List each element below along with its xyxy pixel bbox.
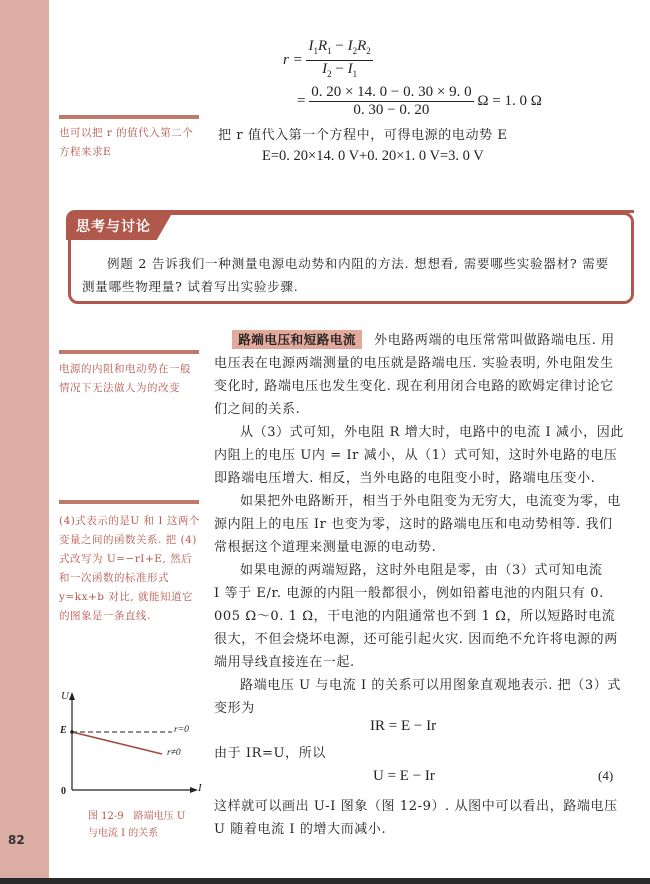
side-note-substitute: 也可以把 r 的值代入第二个方程来求E — [59, 127, 194, 158]
fraction-denominator: $I_2 - I_1$ — [322, 61, 358, 79]
page-number: 82 — [8, 833, 25, 847]
section-body — [214, 329, 624, 720]
figure-caption-line2: 与电流 I 的关系 — [88, 828, 159, 839]
paragraph: 如果把外电路断开，相当于外电阻变为无穷大，电流变为零，电源内阻上的电压 Ir 也变为零，这时的路端电压和电动势相等. 我们常根据这个道理来测量电源的电动势. — [214, 494, 621, 555]
emf-label: E — [60, 725, 67, 736]
fraction-denominator: 0. 30 − 0. 20 — [353, 102, 430, 118]
figure-u-i-graph — [52, 690, 202, 800]
paragraph: 从（3）式可知，外电阻 R 增大时，电路中的电流 I 减小，因此内阻上的电压 U内 = Ir 减小，从（1）式可知，这时外电路的电压即路端电压增大. 相反，当外电路的电阻变小时，路端电压变小. — [214, 425, 624, 486]
paragraph — [214, 329, 624, 421]
section-heading: 路端电压和短路电流 — [232, 330, 362, 349]
side-note-divider — [59, 115, 199, 119]
figure-caption-line1: 图 12-9 路端电压 U — [88, 811, 186, 822]
equation-ir: IR = E − Ir — [370, 718, 437, 734]
x-axis-label: I — [198, 782, 202, 794]
discussion-title: 思考与讨论 — [76, 219, 151, 235]
paragraph-text: 外电路两端的电压常常叫做路端电压. 用电压表在电源两端测量的电压就是路端电压. 实验表明, 外电阻发生变化时, 路端电压也发生变化. 现在利用闭合电路的欧姆定律讨论它们之间的关系. — [214, 333, 615, 417]
formula-calc — [297, 84, 542, 119]
formula-r-lhs: r = — [283, 51, 303, 68]
page-margin-strip — [0, 0, 49, 878]
emf-intro-text: 把 r 值代入第一个方程中，可得电源的电动势 E — [218, 128, 508, 143]
equation-number: (4) — [598, 768, 614, 783]
paragraph: 这样就可以画出 U-I 图象（图 12-9）. 从图中可以看出，路端电压 U 随着电流 I 的增大而减小. — [214, 799, 618, 837]
paragraph: 如果电源的两端短路，这时外电阻是零，由（3）式可知电流 — [240, 563, 603, 578]
discussion-box-top-rule — [150, 210, 634, 213]
equation-u: U = E − Ir — [373, 768, 435, 784]
y-axis-label: U — [61, 690, 69, 702]
section-body-continued — [214, 742, 624, 765]
page-bottom-edge — [0, 878, 650, 884]
figure-caption — [88, 808, 208, 842]
paragraph: 由于 IR=U，所以 — [214, 746, 326, 761]
formula-result: Ω = 1. 0 Ω — [477, 92, 542, 109]
fraction-numerator: $I_1R_1 - I_2R_2$ — [306, 38, 372, 61]
emf-intro — [218, 124, 628, 147]
formula-emf: E=0. 20×14. 0 V+0. 20×1. 0 V=3. 0 V — [262, 148, 484, 164]
side-note-internal-resistance: 电源的内阻和电动势在一般情况下无法做人为的改变 — [59, 363, 191, 394]
fraction-calc — [309, 84, 473, 119]
side-note-divider — [59, 350, 199, 354]
side-note-divider — [59, 500, 199, 504]
line-label-r-nonzero: r≠0 — [167, 748, 181, 758]
side-note-linear-function: (4)式表示的是U 和 I 这两个变量之间的函数关系. 把 (4) 式改写为 U=−rI+E, 然后和一次函数的标准形式 y=kx+b 对比, 就能知道它的图象是一条直线. — [59, 515, 200, 622]
line-label-r-zero: r=0 — [174, 725, 189, 735]
section-body-end — [214, 795, 624, 841]
fraction-numerator: 0. 20 × 14. 0 − 0. 30 × 9. 0 — [311, 84, 472, 100]
formula-r — [283, 38, 373, 83]
discussion-text: 例题 2 告诉我们一种测量电源电动势和内阻的方法. 想想看, 需要哪些实验器材? 需要测量哪些物理量? 试着写出实验步骤. — [82, 256, 609, 294]
origin-label: 0 — [61, 786, 66, 797]
paragraph: I 等于 E/r. 电源的内阻一般都很小，例如铅蓄电池的内阻只有 0. 005 Ω～0. 1 Ω，干电池的内阻通常也不到 1 Ω，所以短路时电流很大，不但会烧坏电源，还可能引起火灾. 因而绝不允许将电源的两端用导线直接连在一起. — [214, 586, 618, 670]
paragraph: 路端电压 U 与电流 I 的关系可以用图象直观地表示. 把（3）式变形为 — [214, 678, 621, 716]
u-i-graph-svg — [52, 690, 202, 800]
equals-sign: = — [297, 92, 306, 109]
fraction-r — [306, 38, 372, 83]
